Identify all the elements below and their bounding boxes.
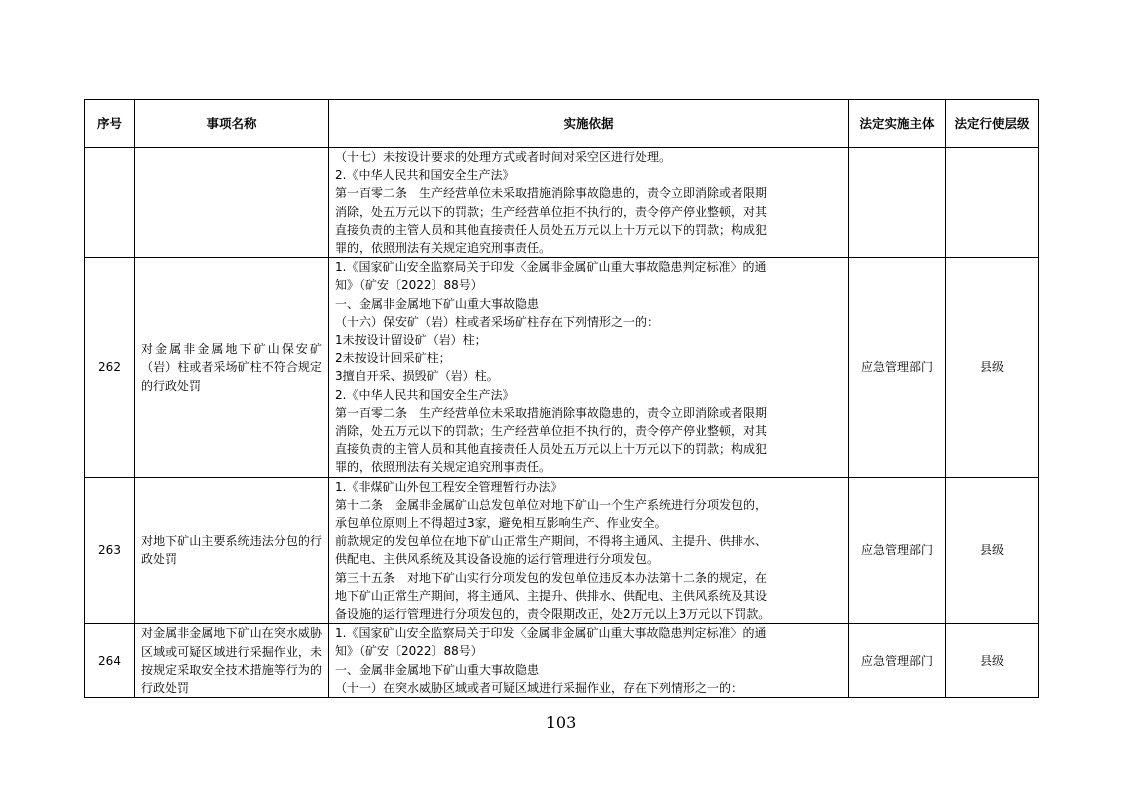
row-number: 263: [85, 477, 135, 624]
header-item-name: 事项名称: [135, 100, 329, 148]
basis-line: 1.《国家矿山安全监察局关于印发〈金属非金属矿山重大事故隐患判定标准〉的通: [335, 260, 767, 275]
enforcement-table: [84, 99, 1039, 698]
table-header-row: [85, 100, 1039, 148]
basis-line: 供配电、主供风系统及其设备设施的运行管理进行分项发包。: [335, 552, 660, 567]
basis-line: 承包单位原则上不得超过3家，避免相互影响生产、作业安全。: [335, 516, 667, 531]
basis-line: 知》（矿安〔2022〕88号）: [335, 278, 483, 293]
header-level: 法定行使层级: [946, 100, 1039, 148]
basis-line: （十一）在突水威胁区域或者可疑区域进行采掘作业，存在下列情形之一的：: [335, 680, 744, 695]
table-row: [85, 258, 1039, 477]
basis-line: 一、金属非金属地下矿山重大事故隐患: [335, 296, 540, 311]
basis-line: 一、金属非金属地下矿山重大事故隐患: [335, 662, 540, 677]
basis-line: 备设施的运行管理进行分项发包的，责令限期改正，处2万元以上3万元以下罚款。: [335, 607, 771, 622]
basis-line: 消除，处五万元以下的罚款；生产经营单位拒不执行的，责令停产停业整顿，对其: [335, 424, 768, 439]
basis-line: 1未按设计留设矿（岩）柱；: [335, 333, 487, 348]
basis-line: （十七）未按设计要求的处理方式或者时间对采空区进行处理。: [335, 150, 672, 164]
page-number: 103: [545, 713, 577, 732]
basis-line: 罪的，依照刑法有关规定追究刑事责任。: [335, 460, 552, 475]
basis-line: 第三十五条 对地下矿山实行分项发包的发包单位违反本办法第十二条的规定，在: [335, 570, 768, 585]
basis-line: 罪的，依照刑法有关规定追究刑事责任。: [335, 241, 552, 256]
row-item-name: 对金属非金属地下矿山保安矿（岩）柱或者采场矿柱不符合规定的行政处罚: [135, 258, 329, 477]
row-level: 县级: [946, 477, 1039, 624]
row-basis: [329, 477, 849, 624]
basis-line: （十六）保安矿（岩）柱或者采场矿柱存在下列情形之一的：: [335, 314, 660, 329]
basis-line: 第十二条 金属非金属矿山总发包单位对地下矿山一个生产系统进行分项发包的，: [335, 497, 768, 512]
row-basis: [329, 258, 849, 477]
row-basis: [329, 148, 849, 258]
row-item-name: 对金属非金属地下矿山在突水威胁区域或可疑区域进行采掘作业，未按规定采取安全技术措施等行为的行政处罚: [135, 624, 329, 698]
row-number: 262: [85, 258, 135, 477]
basis-line: 2.《中华人民共和国安全生产法》: [335, 387, 515, 402]
basis-line: 2.《中华人民共和国安全生产法》: [335, 168, 515, 183]
basis-line: 第一百零二条 生产经营单位未采取措施消除事故隐患的，责令立即消除或者限期: [335, 405, 768, 420]
basis-line: 地下矿山正常生产期间，将主通风、主提升、供排水、供配电、主供风系统及其设: [335, 588, 768, 603]
basis-line: 消除，处五万元以下的罚款；生产经营单位拒不执行的，责令停产停业整顿，对其: [335, 204, 768, 219]
header-subject: 法定实施主体: [849, 100, 946, 148]
basis-line: 3擅自开采、损毁矿（岩）柱。: [335, 369, 499, 384]
row-subject: 应急管理部门: [849, 258, 946, 477]
row-level: 县级: [946, 258, 1039, 477]
row-basis: [329, 624, 849, 698]
basis-line: 前款规定的发包单位在地下矿山正常生产期间，不得将主通风、主提升、供排水、: [335, 534, 768, 549]
row-subject: 应急管理部门: [849, 624, 946, 698]
basis-line: 1.《非煤矿山外包工程安全管理暂行办法》: [335, 479, 563, 494]
row-subject: [849, 148, 946, 258]
basis-line: 知》（矿安〔2022〕88号）: [335, 644, 483, 659]
basis-line: 直接负责的主管人员和其他直接责任人员处五万元以上十万元以下的罚款；构成犯: [335, 222, 768, 237]
row-level: [946, 148, 1039, 258]
row-number: [85, 148, 135, 258]
basis-line: 第一百零二条 生产经营单位未采取措施消除事故隐患的，责令立即消除或者限期: [335, 186, 768, 201]
row-number: 264: [85, 624, 135, 698]
table-row: [85, 624, 1039, 698]
basis-line: 2未按设计回采矿柱；: [335, 351, 451, 366]
row-subject: 应急管理部门: [849, 477, 946, 624]
basis-line: 直接负责的主管人员和其他直接责任人员处五万元以上十万元以下的罚款；构成犯: [335, 442, 768, 457]
row-item-name: [135, 148, 329, 258]
header-basis: 实施依据: [329, 100, 849, 148]
header-number: 序号: [85, 100, 135, 148]
basis-line: 1.《国家矿山安全监察局关于印发〈金属非金属矿山重大事故隐患判定标准〉的通: [335, 626, 767, 641]
row-item-name: 对地下矿山主要系统违法分包的行政处罚: [135, 477, 329, 624]
table-row: [85, 148, 1039, 258]
table-row: [85, 477, 1039, 624]
row-level: 县级: [946, 624, 1039, 698]
